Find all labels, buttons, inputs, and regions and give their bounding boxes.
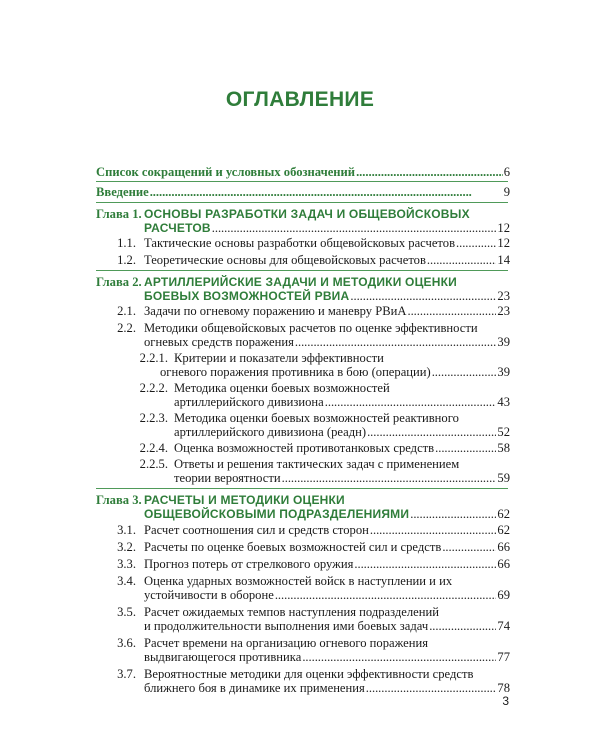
divider	[96, 202, 508, 203]
toc-page-number: 43	[497, 395, 510, 409]
section-number: 2.2.4.	[139, 441, 168, 455]
toc-page-number: 23	[497, 289, 510, 303]
divider	[96, 181, 508, 182]
section-number: 1.2.	[117, 253, 136, 267]
chapter-title-line-2: БОЕВЫХ ВОЗМОЖНОСТЕЙ РВИА	[144, 289, 350, 303]
chapter-title-line-1: АРТИЛЛЕРИЙСКИЕ ЗАДАЧИ И МЕТОДИКИ ОЦЕНКИ	[144, 275, 457, 289]
chapter-label: Глава 1.	[96, 207, 142, 221]
toc-entry-text: Расчет ожидаемых темпов наступления подразделений	[144, 605, 439, 619]
toc-page-number: 74	[497, 619, 510, 633]
toc-entry-1-1[interactable]	[112, 235, 510, 252]
toc-page-number: 66	[497, 557, 510, 571]
toc-entry-text: Расчет времени на организацию огневого поражения	[144, 636, 428, 650]
toc-entry-3-4-cont[interactable]	[144, 587, 510, 604]
toc-page-number: 39	[497, 365, 510, 379]
toc-leader	[407, 303, 496, 320]
toc-leader	[302, 649, 496, 666]
toc-entry-text: огневого поражения противника в бою (операции)	[160, 365, 431, 379]
toc-page-number: 77	[497, 650, 510, 664]
section-number: 3.6.	[117, 636, 136, 650]
chapter-title-line-2: РАСЧЕТОВ	[144, 221, 211, 235]
toc-leader	[275, 587, 497, 604]
section-number: 2.2.	[117, 321, 136, 335]
toc-entry-2-2-1-cont[interactable]	[160, 364, 510, 381]
toc-leader	[295, 334, 497, 351]
toc-leader	[354, 556, 496, 573]
toc-entry-text: артиллерийского дивизиона (реадн)	[174, 425, 367, 439]
toc-page-number: 66	[497, 540, 510, 554]
toc-entry-3-5-cont[interactable]	[144, 618, 510, 635]
section-number: 3.1.	[117, 523, 136, 537]
toc-entry-abbreviations[interactable]	[96, 164, 510, 181]
toc-entry-2-2-4[interactable]	[136, 440, 510, 457]
section-number: 2.1.	[117, 304, 136, 318]
toc-entry-text: Методики общевойсковых расчетов по оценке эффективности	[144, 321, 478, 335]
toc-entry-3-6-cont[interactable]	[144, 649, 510, 666]
chapter-title-line-2: ОБЩЕВОЙСКОВЫМИ ПОДРАЗДЕЛЕНИЯМИ	[144, 507, 410, 521]
toc-entry-text: Расчет соотношения сил и средств сторон	[144, 523, 369, 537]
toc-page-number: 58	[497, 441, 510, 455]
toc-entry-2-2-5-cont[interactable]	[174, 470, 510, 487]
chapter-title-line-1: РАСЧЕТЫ И МЕТОДИКИ ОЦЕНКИ	[144, 493, 345, 507]
chapter-label: Глава 3.	[96, 493, 142, 507]
toc-page-number: 69	[497, 588, 510, 602]
toc-leader	[456, 235, 496, 252]
toc-leader	[410, 506, 496, 523]
section-number: 3.2.	[117, 540, 136, 554]
toc-leader	[325, 394, 497, 411]
toc-page-number: 6	[503, 165, 510, 179]
toc-entry-text: выдвигающегося противника	[144, 650, 302, 664]
toc-leader	[367, 424, 496, 441]
toc-leader	[366, 680, 497, 697]
toc-entry-2-1[interactable]	[112, 303, 510, 320]
toc-leader	[150, 184, 503, 201]
divider	[96, 270, 508, 271]
toc-entry-text: Введение	[96, 185, 149, 199]
page-title: ОГЛАВЛЕНИЕ	[225, 88, 375, 111]
toc-entry-text: Методика оценки боевых возможностей реактивного	[174, 411, 459, 425]
toc-page-number: 23	[497, 304, 510, 318]
toc-entry-3-3[interactable]	[112, 556, 510, 573]
section-number: 3.5.	[117, 605, 136, 619]
toc-leader	[435, 440, 496, 457]
toc-entry-text: Оценка возможностей противотанковых средств	[174, 441, 435, 455]
toc-entry-2-2-3-cont[interactable]	[174, 424, 510, 441]
toc-chapter-3-cont[interactable]	[144, 506, 510, 523]
toc-entry-text: Прогноз потерь от стрелкового оружия	[144, 557, 354, 571]
toc-entry-3-7-cont[interactable]	[144, 680, 510, 697]
chapter-title-line-1: ОСНОВЫ РАЗРАБОТКИ ЗАДАЧ И ОБЩЕВОЙСКОВЫХ	[144, 207, 470, 221]
toc-page-number: 12	[497, 221, 510, 235]
toc-leader	[282, 470, 497, 487]
toc-page-number: 14	[497, 253, 510, 267]
toc-entry-3-1[interactable]	[112, 522, 510, 539]
toc-entry-text: Оценка ударных возможностей войск в наступлении и их	[144, 574, 453, 588]
toc-entry-text: Методика оценки боевых возможностей	[174, 381, 390, 395]
toc-entry-text: Тактические основы разработки общевойсковых расчетов	[144, 236, 456, 250]
chapter-label: Глава 2.	[96, 275, 142, 289]
toc-entry-text: Ответы и решения тактических задач с применением	[174, 457, 460, 471]
toc-page-number: 52	[497, 425, 510, 439]
toc-leader	[370, 522, 497, 539]
toc-entry-2-2-cont[interactable]	[144, 334, 510, 351]
toc-entry-text: ближнего боя в динамике их применения	[144, 681, 365, 695]
toc-entry-introduction[interactable]	[96, 184, 510, 201]
toc-entry-text: Теоретические основы для общевойсковых расчетов	[144, 253, 426, 267]
toc-entry-text: устойчивости в обороне	[144, 588, 274, 602]
toc-page-number: 39	[497, 335, 510, 349]
section-number: 3.4.	[117, 574, 136, 588]
section-number: 3.3.	[117, 557, 136, 571]
toc-entry-text: Расчеты по оценке боевых возможностей сил и средств	[144, 540, 442, 554]
toc-entry-text: Вероятностные методики для оценки эффективности средств	[144, 667, 474, 681]
toc-page-number: 12	[497, 236, 510, 250]
section-number: 1.1.	[117, 236, 136, 250]
toc-entry-text: артиллерийского дивизиона	[174, 395, 324, 409]
toc-leader	[427, 252, 496, 269]
section-number: 2.2.5.	[139, 457, 168, 471]
toc-page-number: 62	[497, 523, 510, 537]
page-number: 3	[502, 694, 509, 708]
toc-entry-text: и продолжительности выполнения ими боевых задач	[144, 619, 429, 633]
toc-leader	[432, 364, 497, 381]
toc-entry-text: Критерии и показатели эффективности	[174, 351, 384, 365]
divider	[96, 488, 508, 489]
toc-leader	[442, 539, 496, 556]
toc-entry-text: теории вероятности	[174, 471, 281, 485]
toc-page-number: 78	[497, 681, 510, 695]
toc-leader	[356, 164, 503, 181]
toc-page-number: 62	[497, 507, 510, 521]
section-number: 2.2.2.	[139, 381, 168, 395]
section-number: 2.2.3.	[139, 411, 168, 425]
toc-entry-text: Задачи по огневому поражению и маневру РВиА	[144, 304, 407, 318]
toc-entry-2-2-2-cont[interactable]	[174, 394, 510, 411]
section-number: 3.7.	[117, 667, 136, 681]
toc-leader	[429, 618, 496, 635]
toc-entry-3-2[interactable]	[112, 539, 510, 556]
toc-entry-1-2[interactable]	[112, 252, 510, 269]
toc-page-number: 59	[497, 471, 510, 485]
toc-entry-text: огневых средств поражения	[144, 335, 294, 349]
section-number: 2.2.1.	[139, 351, 168, 365]
toc-page-number: 9	[503, 185, 510, 199]
toc-entry-text: Список сокращений и условных обозначений	[96, 165, 356, 179]
